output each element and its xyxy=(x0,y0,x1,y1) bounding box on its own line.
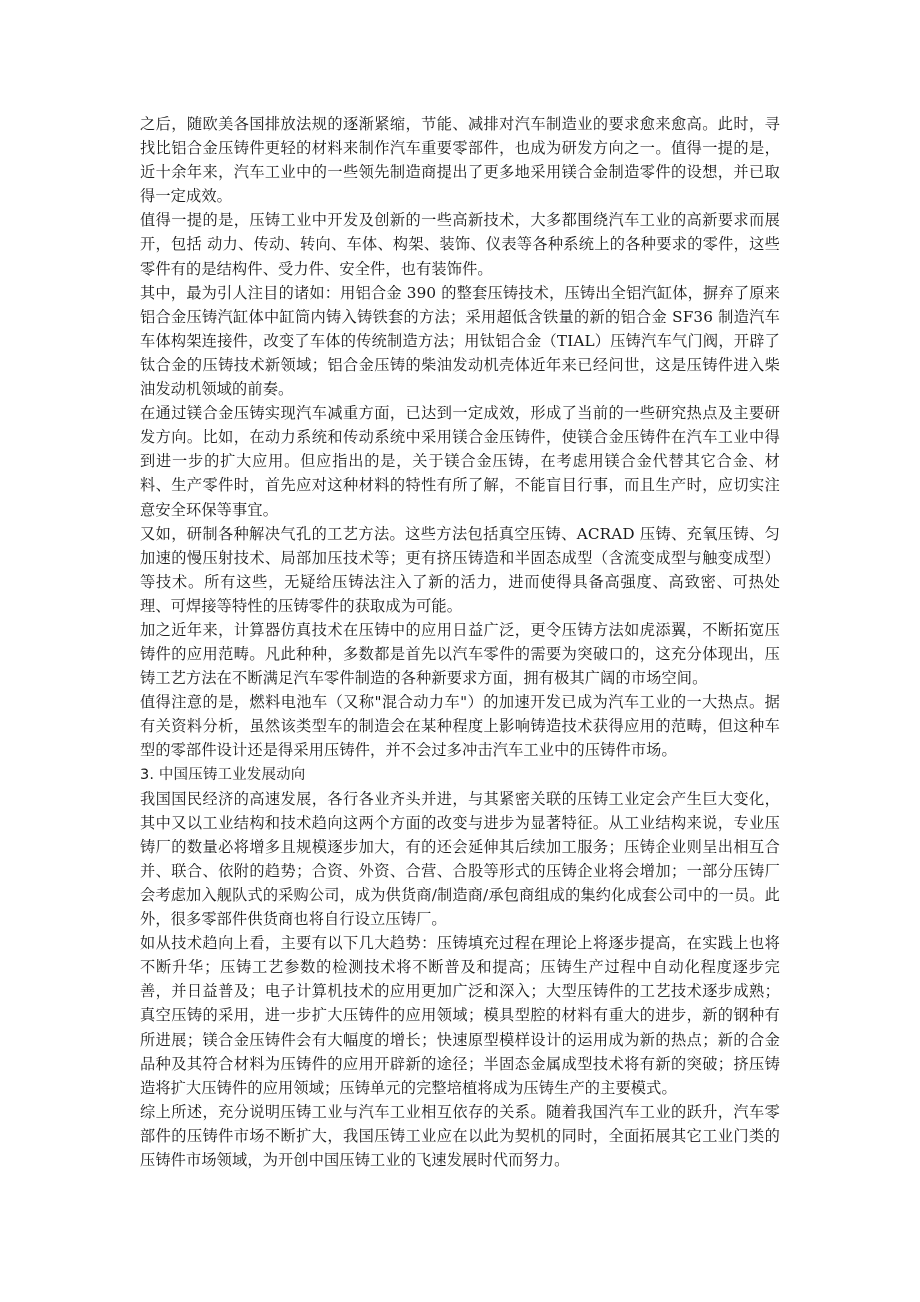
paragraph-4: 在通过镁合金压铸实现汽车减重方面，已达到一定成效，形成了当前的一些研究热点及主要研发方向。比如，在动力系统和传动系统中采用镁合金压铸件，使镁合金压铸件在汽车工业中得到进一步的扩大应用。但应指出的是，关于镁合金压铸，在考虑用镁合金代替其它合金、材料、生产零件时，首先应对这种材料的特性有所了解，不能盲目行事，而且生产时，应切实注意安全环保等事宜。 xyxy=(140,404,780,519)
paragraph-8: 我国国民经济的高速发展，各行各业齐头并进，与其紧密关联的压铸工业定会产生巨大变化，其中又以工业结构和技术趋向这两个方面的改变与进步为显著特征。从工业结构来说，专业压铸厂的数量必将增多且规模逐步加大，有的还会延伸其后续加工服务；压铸企业则呈出相互合并、联合、依附的趋势；合资、外资、合营、合股等形式的压铸企业将会增加；一部分压铸厂会考虑加入舰队式的采购公司，成为供货商/制造商/承包商组成的集约化成套公司中的一员。此外，很多零部件供货商也将自行设立压铸厂。 xyxy=(140,789,780,929)
paragraph-7: 值得注意的是，燃料电池车（又称"混合动力车"）的加速开发已成为汽车工业的一大热点。据有关资料分析，虽然该类型车的制造会在某种程度上影响铸造技术获得应用的范畴，但这种车型的零部件设计还是得采用压铸件，并不会过多冲击汽车工业中的压铸件市场。 xyxy=(140,693,780,760)
paragraph-1: 之后，随欧美各国排放法规的逐渐紧缩，节能、减排对汽车制造业的要求愈来愈高。此时，寻找比铝合金压铸件更轻的材料来制作汽车重要零部件，也成为研发方向之一。值得一提的是，近十余年来，汽车工业中的一些领先制造商提出了更多地采用镁合金制造零件的设想，并已取得一定成效。 xyxy=(140,115,780,206)
paragraph-5: 又如，研制各种解决气孔的工艺方法。这些方法包括真空压铸、ACRAD 压铸、充氧压铸、匀加速的慢压射技术、局部加压技术等；更有挤压铸造和半固态成型（含流变成型与触变成型）等技术。所有这些，无疑给压铸法注入了新的活力，进而使得具备高强度、高致密、可热处理、可焊接等特性的压铸零件的获取成为可能。 xyxy=(140,524,780,615)
paragraph-9: 如从技术趋向上看，主要有以下几大趋势：压铸填充过程在理论上将逐步提高，在实践上也将不断升华；压铸工艺参数的检测技术将不断普及和提高；压铸生产过程中自动化程度逐步完善，并日益普及；电子计算机技术的应用更加广泛和深入；大型压铸件的工艺技术逐步成熟；真空压铸的采用，进一步扩大压铸件的应用领域；模具型腔的材料有重大的进步，新的钢种有所进展；镁合金压铸件会有大幅度的增长；快速原型模样设计的运用成为新的热点；新的合金品种及其符合材料为压铸件的应用开辟新的途径；半固态金属成型技术将有新的突破；挤压铸造将扩大压铸件的应用领域；压铸单元的完整培植将成为压铸生产的主要模式。 xyxy=(140,934,780,1097)
document-page xyxy=(140,112,780,1172)
paragraph-3: 其中，最为引人注目的诸如：用铝合金 390 的整套压铸技术，压铸出全铝汽缸体，摒弃了原来铝合金压铸汽缸体中缸筒内铸入铸铁套的方法；采用超低含铁量的新的铝合金 SF36 制造汽车车体构架连接件，改变了车体的传统制造方法；用钛铝合金（TIAL）压铸汽车气门阀，开辟了钛合金的压铸技术新领域；铝合金压铸的柴油发动机壳体近年来已经问世，这是压铸件进入柴油发动机领域的前奏。 xyxy=(140,283,780,399)
paragraph-6: 加之近年来，计算器仿真技术在压铸中的应用日益广泛，更令压铸方法如虎添翼，不断拓宽压铸件的应用范畴。凡此种种，多数都是首先以汽车零件的需要为突破口的，这充分体现出，压铸工艺方法在不断满足汽车零件制造的各种新要求方面，拥有极其广阔的市场空间。 xyxy=(140,620,780,688)
paragraph-10: 综上所述，充分说明压铸工业与汽车工业相互依存的关系。随着我国汽车工业的跃升，汽车零部件的压铸件市场不断扩大，我国压铸工业应在以此为契机的同时，全面拓展其它工业门类的压铸件市场领域，为开创中国压铸工业的飞速发展时代而努力。 xyxy=(140,1102,780,1170)
paragraph-2: 值得一提的是，压铸工业中开发及创新的一些高新技术，大多都围绕汽车工业的高新要求而展开，包括 动力、传动、转向、车体、构架、装饰、仪表等各种系统上的各种要求的零件，这些零件有的是结构件、受力件、安全件，也有装饰件。 xyxy=(140,211,780,278)
section-heading: 3. 中国压铸工业发展动向 xyxy=(140,766,306,783)
